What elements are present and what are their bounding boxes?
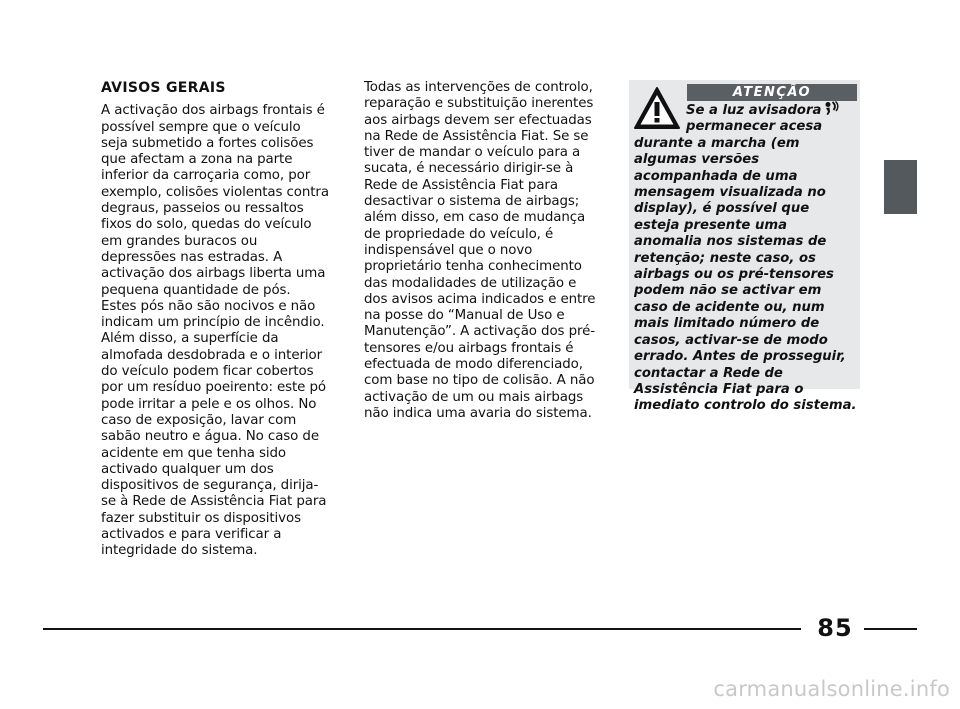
warning-text-body: durante a marcha (em algumas versões acompanhada de uma mensagem visualizada no display), é possível que esteja presente uma anomalia nos sistemas de retenção; neste caso, os airbags ou os pré-tensores podem não se activar em caso de acidente ou, num mais limitado número de casos, activar-se de modo errado. Antes de prosseguir, contactar a Rede de Assistência Fiat para o imediato controlo do sistema. <box>634 135 857 414</box>
warning-text-line2: permanecer acesa <box>686 119 823 135</box>
section-tab-marker <box>884 160 917 214</box>
footer-rule-left <box>43 628 801 630</box>
section-title: AVISOS GERAIS <box>101 80 226 96</box>
paragraph-interventions: Todas as intervenções de controlo, reparação e substituição inerentes aos airbags devem ser efectuadas na Rede de Assistência Fiat. Se se tiver de mandar o veículo para a sucata, é necessário dirigir-se à Rede de Assistência Fiat para desactivar o sistema de airbags; além disso, em caso de mudança de propriedade do veículo, é indispensável que o novo proprietário tenha conhecimento das modalidades de utilização e dos avisos acima indicados e entre na posse do “Manual de Uso e Manutenção”. A activação dos pré-tensores e/ou airbags frontais é efectuada de modo diferenciado, com base no tipo de colisão. A não activação de um ou mais airbags não indica uma avaria do sistema. <box>364 80 596 421</box>
paragraph-general-warnings: A activação dos airbags frontais é possível sempre que o veículo seja submetido a fortes colisões que afectam a zona na parte inferior da carroçaria como, por exemplo, colisões violentas contra degraus, passeios ou ressaltos fixos do solo, quedas do veículo em grandes buracos ou depressões nas estradas. A activação dos airbags liberta uma pequena quantidade de pós. Estes pós não são nocivos e não indicam um princípio de incêndio. Além disso, a superfície da almofada desdobrada e o interior do veículo podem ficar cobertos por um resíduo poeirento: este pó pode irritar a pele e os olhos. No caso de exposição, lavar com sabão neutro e água. No caso de acidente em que tenha sido activado qualquer um dos dispositivos de segurança, dirija-se à Rede de Assistência Fiat para fazer substituir os dispositivos activados e para verificar a integridade do sistema. <box>101 103 329 559</box>
warning-text <box>634 101 858 415</box>
warning-box <box>629 80 860 414</box>
warning-text-line1: Se a luz avisadora <box>634 101 858 119</box>
text-column-left <box>101 80 329 560</box>
text-column-middle <box>364 80 596 422</box>
warning-header: ATENÇÃO <box>687 84 857 101</box>
footer-rule-right <box>864 628 917 630</box>
airbag-warning-light-icon <box>823 101 839 116</box>
page-number: 85 <box>817 614 853 642</box>
watermark: carmanualsonline.info <box>713 677 950 701</box>
